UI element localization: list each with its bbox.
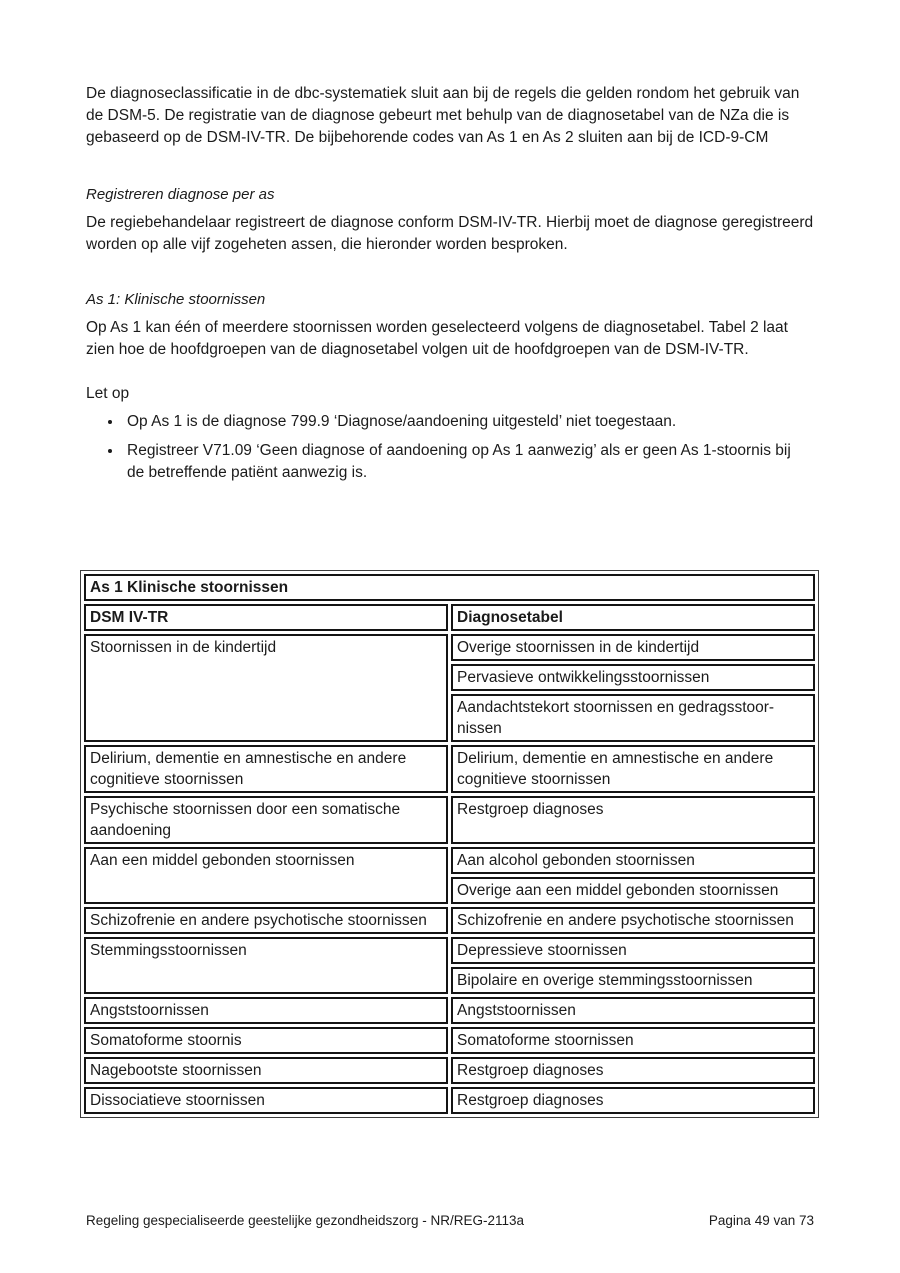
dsm-cell: Stoornissen in de kindertijd [84, 634, 448, 742]
diag-cell: Angststoornissen [451, 997, 815, 1024]
table-title: As 1 Klinische stoornissen [84, 574, 815, 601]
dsm-cell: Angststoornissen [84, 997, 448, 1024]
list-item [86, 411, 798, 433]
footer-page-number: Pagina 49 van 73 [708, 1213, 814, 1228]
table-row [84, 604, 815, 631]
diag-cell: Overige stoornissen in de kindertijd [451, 634, 815, 661]
diag-cell: Depressieve stoornissen [451, 937, 815, 964]
dsm-cell: Schizofrenie en andere psychotische stoornissen [84, 907, 448, 934]
bullet-text: Op As 1 is de diagnose 799.9 ‘Diagnose/aandoening uitgesteld’ niet toegestaan. [127, 413, 677, 430]
table-row [84, 634, 815, 661]
table-row [84, 1057, 815, 1084]
footer-document-title: Regeling gespecialiseerde geestelijke gezondheidszorg - NR/REG-2113a [86, 1213, 525, 1228]
table-row [84, 574, 815, 601]
paragraph-as1: Op As 1 kan één of meerdere stoornissen worden geselecteerd volgens de diagnosetabel. Tabel 2 laat zien hoe de hoofdgroepen van de diagnosetabel volgen uit de hoofdgroepen van de DSM-IV-TR. [86, 319, 788, 358]
column-header-dsm: DSM IV-TR [84, 604, 448, 631]
dsm-cell: Psychische stoornissen door een somatische aandoening [84, 796, 448, 844]
bullet-icon [108, 449, 112, 453]
diag-cell: Overige aan een middel gebonden stoornissen [451, 877, 815, 904]
dsm-cell: Delirium, dementie en amnestische en andere cognitieve stoornissen [84, 745, 448, 793]
table-row [84, 847, 815, 874]
table-row [84, 907, 815, 934]
diag-cell: Bipolaire en overige stemmingsstoornissen [451, 967, 815, 994]
diag-cell: Schizofrenie en andere psychotische stoornissen [451, 907, 815, 934]
section-heading-as1: As 1: Klinische stoornissen [86, 291, 266, 308]
diagnosis-table [80, 570, 819, 1118]
dsm-cell: Stemmingsstoornissen [84, 937, 448, 994]
table-row [84, 796, 815, 844]
dsm-cell: Somatoforme stoornis [84, 1027, 448, 1054]
diag-cell: Pervasieve ontwikkelingsstoornissen [451, 664, 815, 691]
section-heading-registreren: Registreren diagnose per as [86, 186, 275, 203]
diag-cell: Aan alcohol gebonden stoornissen [451, 847, 815, 874]
note-bullet-list [86, 411, 798, 491]
diag-cell: Somatoforme stoornissen [451, 1027, 815, 1054]
column-header-diagnosetabel: Diagnosetabel [451, 604, 815, 631]
table-row [84, 1087, 815, 1114]
table-row [84, 997, 815, 1024]
table-row [84, 1027, 815, 1054]
dsm-cell: Dissociatieve stoornissen [84, 1087, 448, 1114]
diag-cell: Restgroep diagnoses [451, 1057, 815, 1084]
bullet-text: Registreer V71.09 ‘Geen diagnose of aandoening op As 1 aanwezig’ als er geen As 1-stoornis bij de betreffende patiënt aanwezig is. [127, 442, 791, 481]
table-row [84, 937, 815, 964]
dsm-cell: Aan een middel gebonden stoornissen [84, 847, 448, 904]
diag-cell: Restgroep diagnoses [451, 1087, 815, 1114]
paragraph-registreren: De regiebehandelaar registreert de diagnose conform DSM-IV-TR. Hierbij moet de diagnose geregistreerd worden op alle vijf zogeheten assen, die hieronder worden besproken. [86, 214, 814, 253]
intro-paragraph: De diagnoseclassificatie in de dbc-systematiek sluit aan bij de regels die gelden rondom het gebruik van de DSM-5. De registratie van de diagnose gebeurt met behulp van de diagnosetabel van de NZa die is gebaseerd op de DSM-IV-TR. De bijbehorende codes van As 1 en As 2 sluiten aan bij de ICD-9-CM [86, 85, 800, 146]
list-item [86, 440, 798, 484]
diag-cell: Restgroep diagnoses [451, 796, 815, 844]
bullet-icon [108, 420, 112, 424]
diag-cell: Aandachtstekort stoornissen en gedragsstoornissen [451, 694, 815, 742]
diag-cell: Delirium, dementie en amnestische en andere cognitieve stoornissen [451, 745, 815, 793]
dsm-cell: Nagebootste stoornissen [84, 1057, 448, 1084]
page-footer [86, 1212, 814, 1229]
note-label: Let op [86, 385, 130, 402]
table-row [84, 745, 815, 793]
